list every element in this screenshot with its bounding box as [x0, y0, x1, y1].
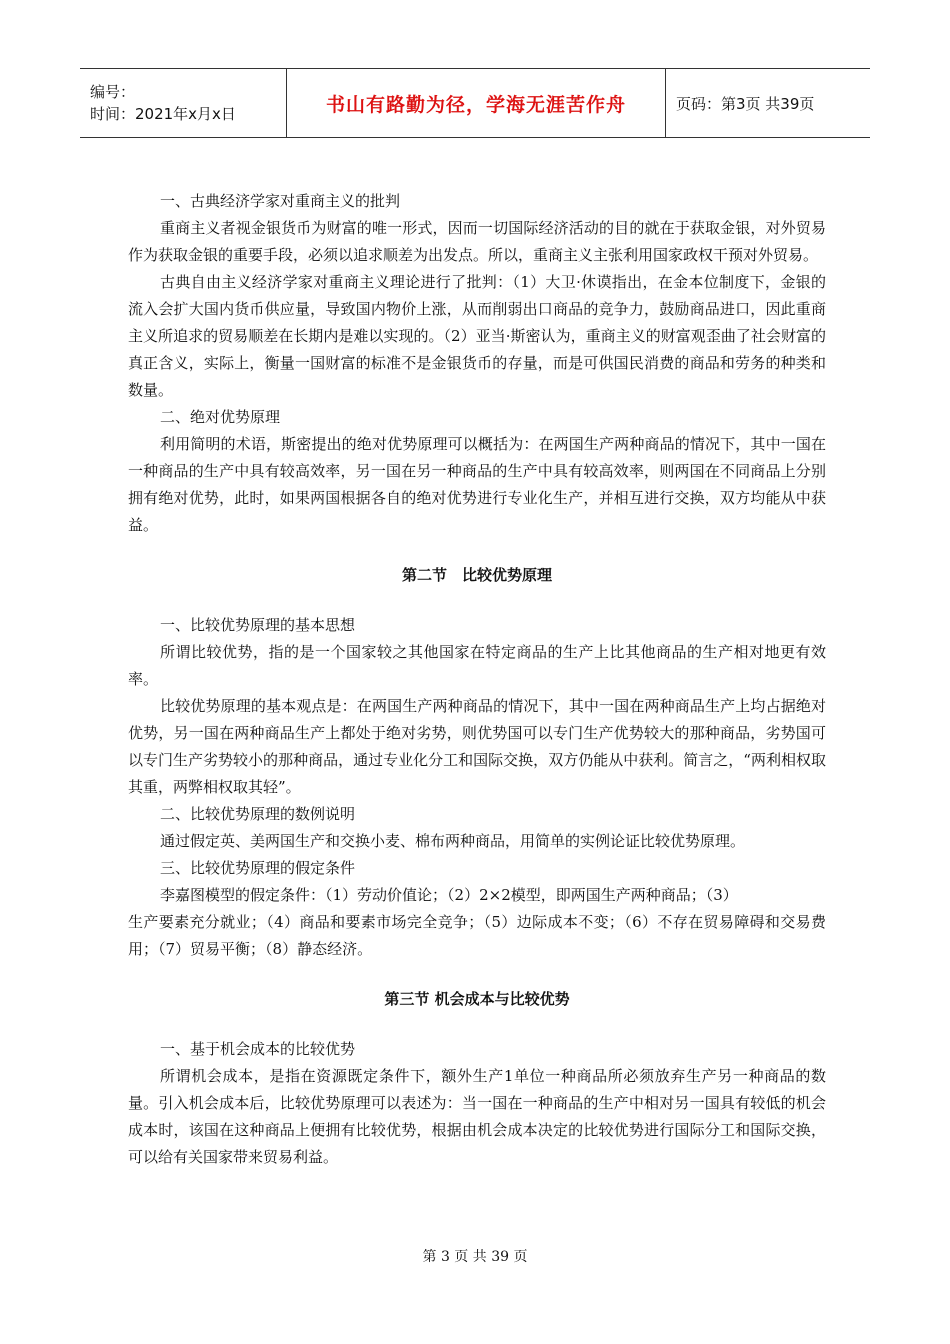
section-title-3: 第三节 机会成本与比较优势: [384, 990, 570, 1008]
paragraph: 李嘉图模型的假定条件：（1）劳动价值论；（2）2×2模型，即两国生产两种商品；（3）: [160, 886, 738, 904]
paragraph: 所谓比较优势，指的是一个国家较之其他国家在特定商品的生产上比其他商品的生产相对地更有效率。: [128, 643, 826, 688]
document-body: [128, 188, 826, 1171]
header-page-info: 页码：第3页 共39页: [676, 94, 815, 113]
header-meta: [80, 69, 287, 137]
heading-critique: 一、古典经济学家对重商主义的批判: [160, 192, 401, 210]
page-footer: 第 3 页 共 39 页: [422, 1249, 528, 1265]
paragraph: 重商主义者视金银货币为财富的唯一形式，因而一切国际经济活动的目的就在于获取金银，对外贸易作为获取金银的重要手段，必须以追求顺差为出发点。所以，重商主义主张利用国家政权干预对外贸易。: [128, 219, 826, 264]
heading-basic-idea: 一、比较优势原理的基本思想: [160, 616, 356, 634]
paragraph: 古典自由主义经济学家对重商主义理论进行了批判：（1）大卫·休谟指出，在金本位制度下，金银的流入会扩大国内货币供应量，导致国内物价上涨，从而削弱出口商品的竞争力，鼓励商品进口，因此重商主义所追求的贸易顺差在长期内是难以实现的。（2）亚当·斯密认为，重商主义的财富观歪曲了社会财富的真正含义，实际上，衡量一国财富的标准不是金银货币的存量，而是可供国民消费的商品和劳务的种类和数量。: [128, 273, 826, 399]
heading-assumptions: 三、比较优势原理的假定条件: [160, 859, 356, 877]
paragraph: 所谓机会成本，是指在资源既定条件下，额外生产1单位一种商品所必须放弃生产另一种商品的数量。引入机会成本后，比较优势原理可以表述为：当一国在一种商品的生产中相对另一国具有较低的机会成本时，该国在这种商品上便拥有比较优势，根据由机会成本决定的比较优势进行国际分工和国际交换，可以给有关国家带来贸易利益。: [128, 1067, 826, 1166]
heading-numeric-example: 二、比较优势原理的数例说明: [160, 805, 356, 823]
paragraph: 利用简明的术语，斯密提出的绝对优势原理可以概括为：在两国生产两种商品的情况下，其中一国在一种商品的生产中具有较高效率，另一国在另一种商品的生产中具有较高效率，则两国在不同商品上分别拥有绝对优势，此时，如果两国根据各自的绝对优势进行专业化生产，并相互进行交换，双方均能从中获益。: [128, 435, 826, 534]
page-header: [80, 68, 870, 138]
heading-opportunity-cost: 一、基于机会成本的比较优势: [160, 1040, 356, 1058]
paragraph: 通过假定英、美两国生产和交换小麦、棉布两种商品，用简单的实例论证比较优势原理。: [160, 832, 746, 850]
section-title-2: 第二节 比较优势原理: [401, 566, 552, 584]
heading-absolute-advantage: 二、绝对优势原理: [160, 408, 281, 426]
paragraph: 生产要素充分就业；（4）商品和要素市场完全竞争；（5）边际成本不变；（6）不存在贸易障碍和交易费用；（7）贸易平衡；（8）静态经济。: [128, 913, 826, 958]
paragraph: 比较优势原理的基本观点是：在两国生产两种商品的情况下，其中一国在两种商品生产上均占据绝对优势，另一国在两种商品生产上都处于绝对劣势，则优势国可以专门生产优势较大的那种商品，劣势国可以专门生产劣势较小的那种商品，通过专业化分工和国际交换，双方仍能从中获利。简言之，“两利相权取其重，两弊相权取其轻”。: [128, 697, 826, 796]
header-motto: 书山有路勤为径，学海无涯苦作舟: [287, 69, 666, 137]
number-label: 编号：: [90, 83, 136, 101]
time-label: 时间：2021年x月x日: [90, 105, 236, 123]
